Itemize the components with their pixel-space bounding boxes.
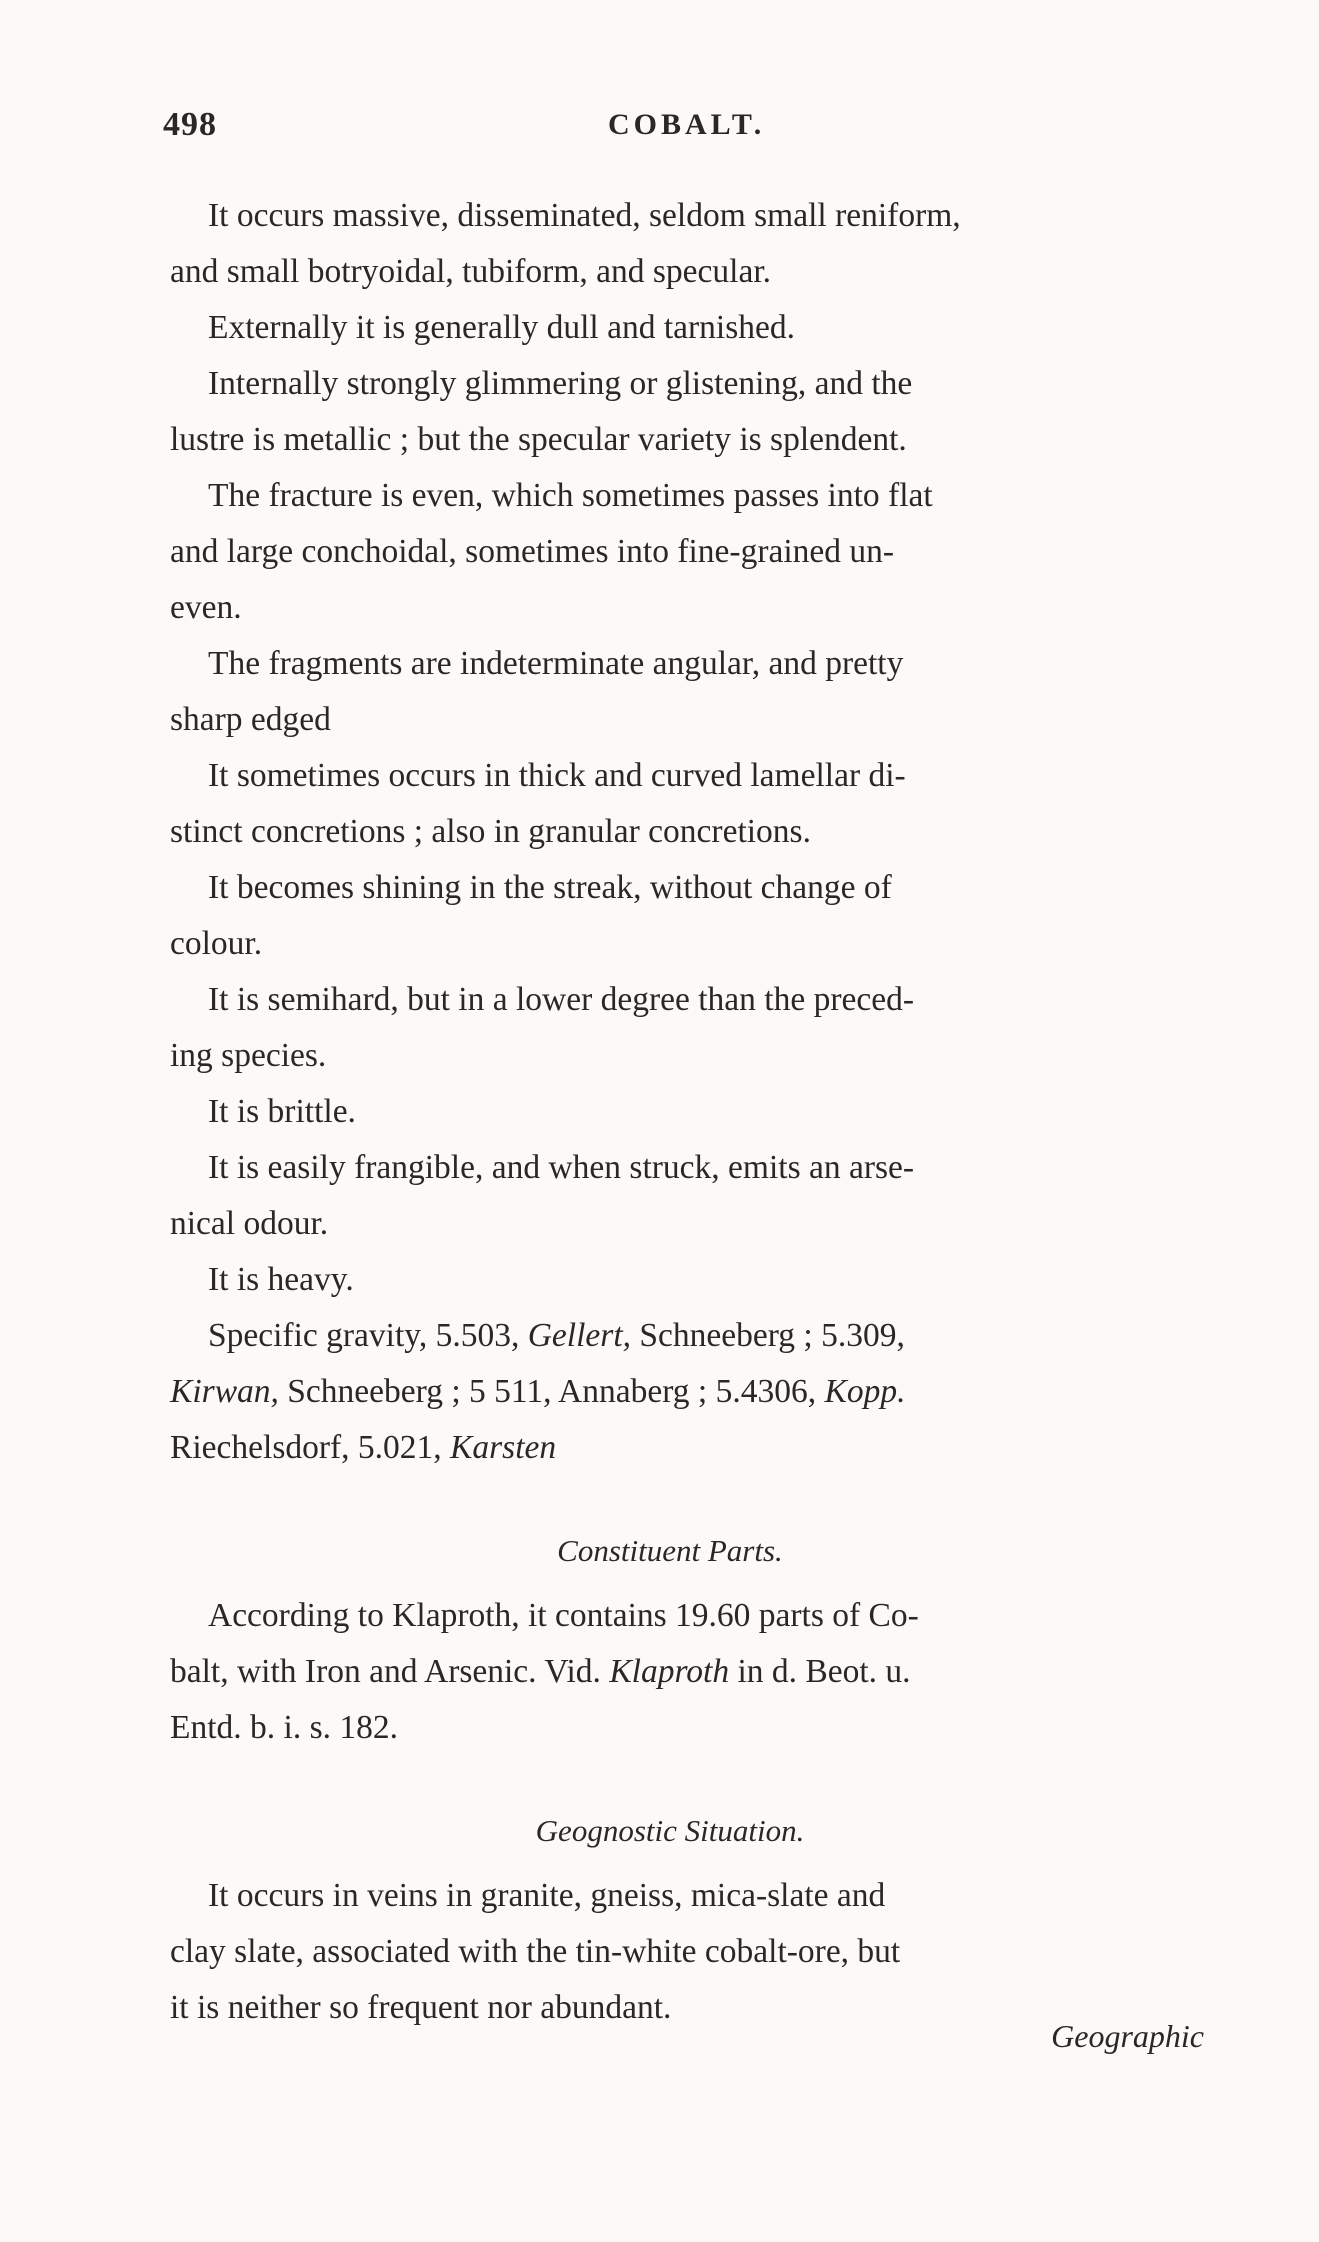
paragraph-fragments [170, 636, 1208, 748]
section-heading-constituent-parts: Constituent Parts. [557, 1533, 783, 1568]
text-line: The fracture is even, which sometimes passes into flat [208, 477, 933, 514]
text-line: It is heavy. [208, 1261, 354, 1298]
author-name: Kirwan, [170, 1373, 279, 1410]
paragraph-constituent-parts [170, 1588, 1208, 1756]
author-name: Kopp. [824, 1373, 906, 1410]
paragraph-streak [170, 860, 1208, 972]
text-line: sharp edged [170, 701, 331, 738]
text-line: It is brittle. [208, 1093, 356, 1130]
text-line: It becomes shining in the streak, without change of [208, 869, 892, 906]
page-number: 498 [163, 106, 217, 143]
text-line: it is neither so frequent nor abundant. [170, 1989, 672, 2026]
paragraph-internal [170, 356, 1208, 468]
text-line: According to Klaproth, it contains 19.60 parts of Co- [208, 1597, 919, 1634]
text-line: and large conchoidal, sometimes into fine-grained un- [170, 533, 895, 570]
author-name: Karsten [450, 1429, 557, 1466]
text-line: Entd. b. i. s. 182. [170, 1709, 398, 1746]
text-line: clay slate, associated with the tin-white cobalt-ore, but [170, 1933, 901, 1970]
text-line: The fragments are indeterminate angular, and pretty [208, 645, 904, 682]
catchword: Geographic [1051, 2018, 1204, 2054]
paragraph-frangible [170, 1140, 1208, 1252]
running-title: COBALT. [608, 108, 766, 141]
paragraph-specific-gravity [170, 1308, 1208, 1476]
text-line: It sometimes occurs in thick and curved lamellar di- [208, 757, 906, 794]
text-line [170, 1364, 1208, 1420]
text-line: stinct concretions ; also in granular concretions. [170, 813, 811, 850]
text-line: even. [170, 589, 242, 626]
page-header [0, 106, 1319, 156]
author-name: Klaproth [609, 1653, 730, 1690]
paragraph-brittle [208, 1084, 1208, 1140]
text-line [208, 1308, 1208, 1364]
text-line [170, 1420, 1208, 1476]
paragraph-heavy [208, 1252, 1208, 1308]
text-line: It is semihard, but in a lower degree than the preced- [208, 981, 915, 1018]
paragraph-concretions [170, 748, 1208, 860]
author-name: Gellert, [527, 1317, 631, 1354]
text-line: It is easily frangible, and when struck, emits an arse- [208, 1149, 915, 1186]
text-line: and small botryoidal, tubiform, and specular. [170, 253, 772, 290]
text-line: It occurs in veins in granite, gneiss, mica-slate and [208, 1877, 886, 1914]
text-line: Externally it is generally dull and tarnished. [208, 309, 796, 346]
paragraph-hardness [170, 972, 1208, 1084]
text-line: nical odour. [170, 1205, 329, 1242]
paragraph-geognostic-situation [170, 1868, 1208, 2036]
text-segment: Riechelsdorf, 5.021, [170, 1429, 451, 1466]
text-line: colour. [170, 925, 263, 962]
text-line: ing species. [170, 1037, 327, 1074]
paragraph-external [208, 300, 1208, 356]
text-line: Internally strongly glimmering or glistening, and the [208, 365, 913, 402]
text-line: It occurs massive, disseminated, seldom small reniform, [208, 197, 961, 234]
text-segment: balt, with Iron and Arsenic. Vid. [170, 1653, 610, 1690]
text-segment: Specific gravity, 5.503, [208, 1317, 528, 1354]
paragraph-occurrence [170, 188, 1208, 300]
text-segment: Schneeberg ; 5 511, Annaberg ; 5.4306, [278, 1373, 825, 1410]
text-line [170, 1644, 1208, 1700]
main-text [170, 188, 1208, 2036]
section-heading-geognostic-situation: Geognostic Situation. [535, 1813, 805, 1848]
text-segment: in d. Beot. u. [729, 1653, 911, 1690]
text-segment: Schneeberg ; 5.309, [631, 1317, 905, 1354]
text-line: lustre is metallic ; but the specular variety is splendent. [170, 421, 907, 458]
paragraph-fracture [170, 468, 1208, 636]
